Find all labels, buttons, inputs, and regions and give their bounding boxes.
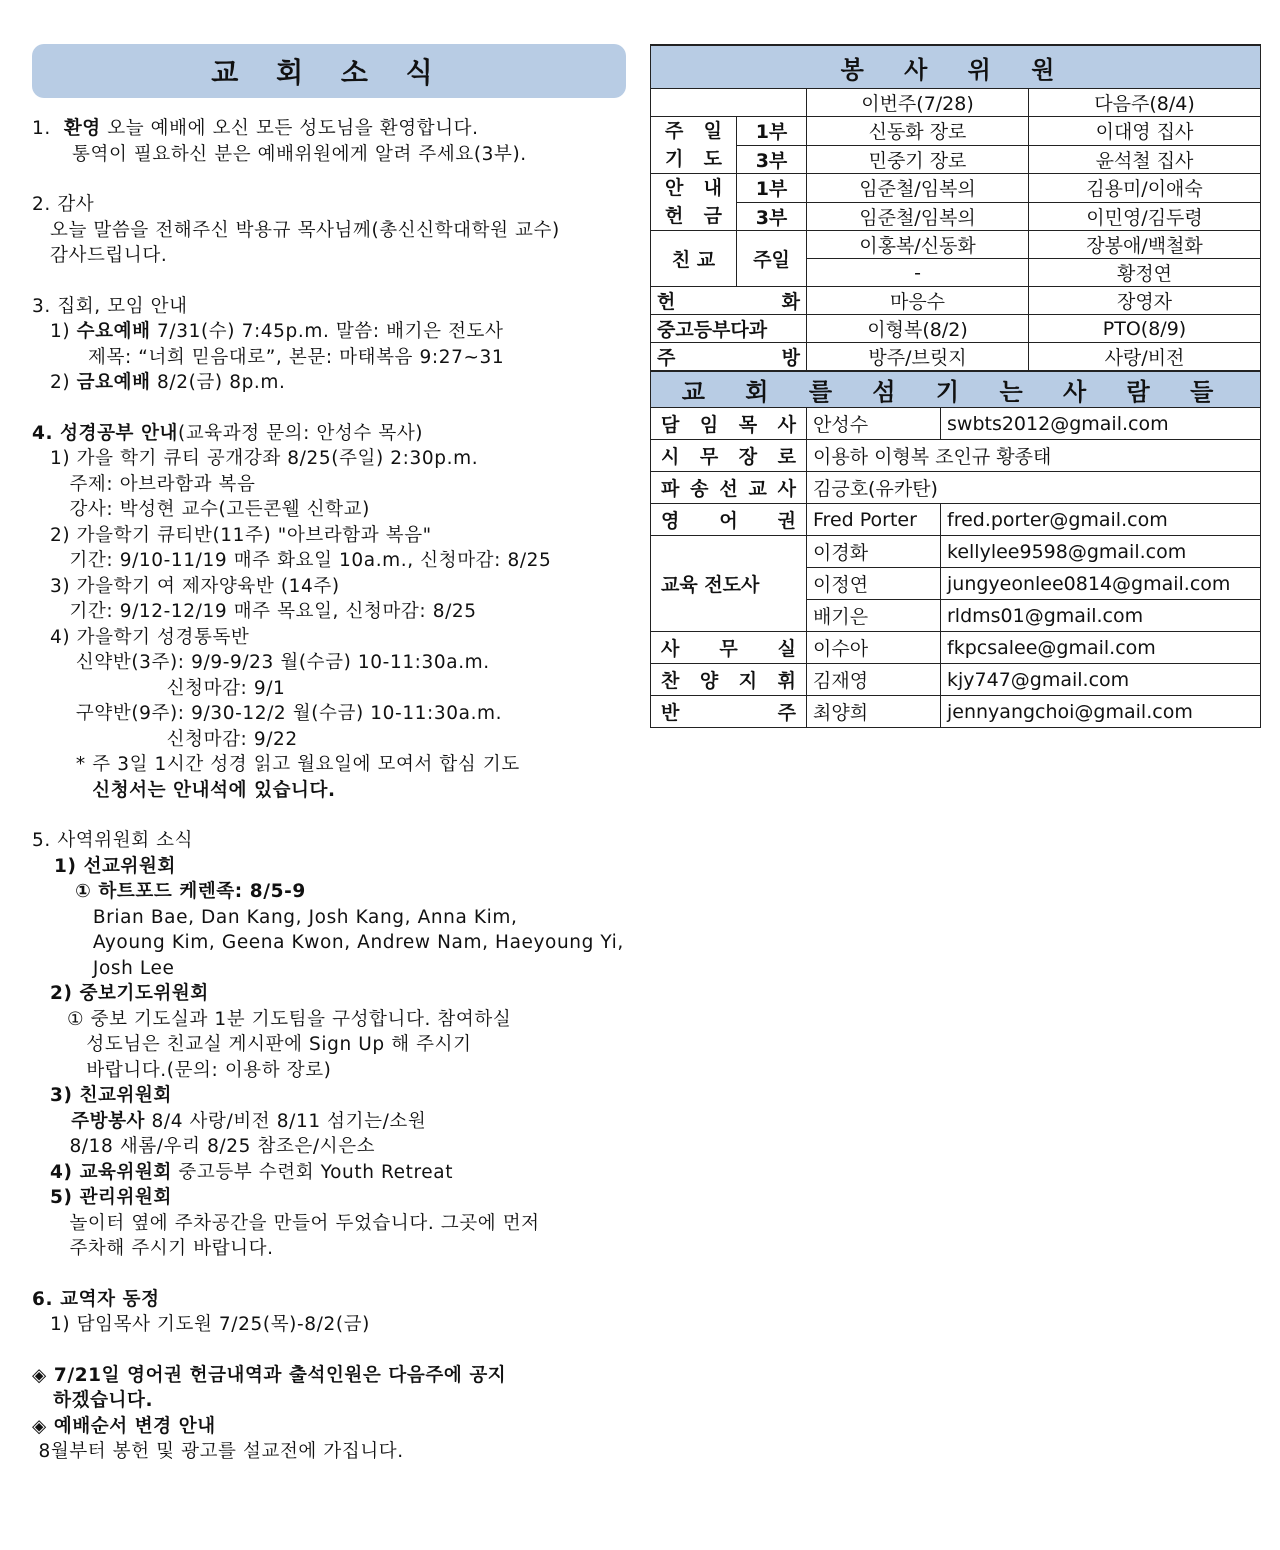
bible-study-line: 2) 가을학기 큐티반(11주) "아브라함과 복음" xyxy=(50,524,432,546)
welcome-line: 1. 환영 오늘 예배에 오신 모든 성도님을 환영합니다. xyxy=(32,118,479,139)
elders-label: 시 무 장 로 xyxy=(651,440,807,472)
application-note: 신청서는 안내석에 있습니다. xyxy=(50,779,336,801)
fellowship-this: 이홍복/신동화 xyxy=(807,231,1029,259)
intercession-line: 성도님은 친교실 게시판에 Sign Up 해 주시기 xyxy=(54,1034,472,1055)
facilities-committee: 5) 관리위원회 xyxy=(50,1187,172,1208)
usher-3-next: 이민영/김두령 xyxy=(1029,202,1261,231)
flower-next: 장영자 xyxy=(1029,287,1261,315)
intercession-committee: 2) 중보기도위원회 xyxy=(50,983,209,1004)
staff-table xyxy=(650,371,1261,728)
mission-names-line: Josh Lee xyxy=(54,957,175,979)
facilities-line: 주차해 주시기 바랍니다. xyxy=(50,1238,274,1259)
wednesday-sermon: 제목: “너희 믿음대로”, 본문: 마태복음 9:27~31 xyxy=(88,346,505,368)
prayer-3-this: 민중기 장로 xyxy=(807,145,1029,174)
offering-notice: ◈ 7/21일 영어권 헌금내역과 출석인원은 다음주에 공지 xyxy=(32,1364,507,1386)
bible-study-title: 4. 성경공부 안내(교육과정 문의: 안성수 목사) xyxy=(32,422,424,444)
mission-committee: 1) 선교위원회 xyxy=(54,855,176,877)
bible-study-line: 강사: 박성현 교수(고든콘웰 신학교) xyxy=(50,499,370,520)
education-pastor-label: 교육 전도사 xyxy=(651,536,807,632)
staff-title: 교 회 를 섬 기 는 사 람 들 xyxy=(651,372,1261,408)
usher-3-this: 임준철/임복의 xyxy=(807,202,1029,231)
meetings-title: 3. 집회, 모임 안내 xyxy=(32,295,188,317)
education-pastor-email: kellylee9598@gmail.com xyxy=(941,536,1261,568)
accompanist-email: jennyangchoi@gmail.com xyxy=(941,696,1261,728)
facilities-text xyxy=(32,1211,632,1262)
choir-director-label: 찬 양 지 휘 xyxy=(651,664,807,696)
missionary-name: 김긍호(유카탄) xyxy=(807,472,1261,504)
youth-snack-this: 이형복(8/2) xyxy=(807,315,1029,343)
kitchen-service-2: 8/18 새롬/우리 8/25 참조은/시은소 xyxy=(50,1136,376,1157)
bible-study-line: 구약반(9주): 9/30-12/2 월(수금) 10-11:30a.m. xyxy=(50,703,503,724)
kitchen-label: 주 방 xyxy=(651,343,807,371)
flower-label: 헌 화 xyxy=(651,287,807,315)
church-news-column xyxy=(32,44,632,1465)
kitchen-service: 주방봉사 8/4 사랑/비전 8/11 섬기는/소원 xyxy=(50,1110,427,1132)
offering-notice-2: 하겠습니다. xyxy=(32,1390,154,1411)
thanks-line-2: 감사드립니다. xyxy=(50,245,168,266)
sunday-label: 주일 xyxy=(737,231,807,287)
intercession-line: ① 중보 기도실과 1분 기도팀을 구성합니다. 참여하실 xyxy=(54,1008,512,1030)
fellowship-label: 친 교 xyxy=(651,231,737,287)
welcome-line-2: 통역이 필요하신 분은 예배위원에게 알려 주세요(3부). xyxy=(72,143,527,165)
bible-study-line: 주제: 아브라함과 복음 xyxy=(50,473,256,495)
bible-study-line: * 주 3일 1시간 성경 읽고 월요일에 모여서 합심 기도 xyxy=(50,754,520,775)
first-service-label: 1부 xyxy=(737,117,807,146)
senior-pastor-label: 담 임 목 사 xyxy=(651,408,807,440)
mission-names-line: Brian Bae, Dan Kang, Josh Kang, Anna Kim, xyxy=(54,906,518,928)
bible-study-line: 신청마감: 9/22 xyxy=(50,728,298,750)
kitchen-next: 사랑/비전 xyxy=(1029,343,1261,371)
office-label: 사 무 실 xyxy=(651,632,807,664)
pastor-news-title: 6. 교역자 동정 xyxy=(32,1288,160,1310)
english-ministry-name: Fred Porter xyxy=(807,504,941,536)
wednesday-service: 1) 수요예배 7/31(수) 7:45p.m. 말씀: 배기은 전도사 xyxy=(50,321,504,342)
education-pastor-email: rldms01@gmail.com xyxy=(941,600,1261,632)
bible-study-line: 4) 가을학기 성경통독반 xyxy=(50,626,250,648)
kitchen-this: 방주/브릿지 xyxy=(807,343,1029,371)
ministry-title: 5. 사역위원회 소식 xyxy=(32,830,194,851)
fellowship-next-2: 황정연 xyxy=(1029,259,1261,287)
order-change-line: 8월부터 봉헌 및 광고를 설교전에 가집니다. xyxy=(32,1441,404,1462)
order-change-title: ◈ 예배순서 변경 안내 xyxy=(32,1415,216,1437)
mission-names-line: Ayoung Kim, Geena Kwon, Andrew Nam, Haeyoung Yi, xyxy=(54,932,624,953)
usher-1-next: 김용미/이애숙 xyxy=(1029,174,1261,203)
church-news-title: 교 회 소 식 xyxy=(32,44,626,98)
fellowship-this-2: - xyxy=(807,259,1029,287)
next-week-header: 다음주(8/4) xyxy=(1029,89,1261,117)
education-pastor-email: jungyeonlee0814@gmail.com xyxy=(941,568,1261,600)
third-service-label: 3부 xyxy=(737,145,807,174)
elders-names: 이용하 이형복 조인규 황종태 xyxy=(807,440,1261,472)
education-committee: 4) 교육위원회 중고등부 수련회 Youth Retreat xyxy=(50,1161,454,1183)
prayer-1-next: 이대영 집사 xyxy=(1029,117,1261,146)
thanks-title: 2. 감사 xyxy=(32,194,95,215)
usher-offering-label: 안 내 헌 금 xyxy=(651,174,737,231)
hartford-karen: ① 하트포드 케렌족: 8/5-9 xyxy=(54,881,306,902)
bible-study-line: 기간: 9/10-11/19 매주 화요일 10a.m., 신청마감: 8/25 xyxy=(50,550,552,571)
bible-study-line: 신청마감: 9/1 xyxy=(50,677,286,699)
prayer-3-next: 윤석철 집사 xyxy=(1029,145,1261,174)
first-service-label: 1부 xyxy=(737,174,807,203)
english-ministry-label: 영 어 권 xyxy=(651,504,807,536)
flower-this: 마응수 xyxy=(807,287,1029,315)
service-committee-title: 봉 사 위 원 xyxy=(651,45,1261,89)
third-service-label: 3부 xyxy=(737,202,807,231)
education-pastor-name: 이경화 xyxy=(807,536,941,568)
bible-study-line: 기간: 9/12-12/19 매주 목요일, 신청마감: 8/25 xyxy=(50,601,477,622)
prayer-1-this: 신동화 장로 xyxy=(807,117,1029,146)
choir-director-name: 김재영 xyxy=(807,664,941,696)
friday-service: 2) 금요예배 8/2(금) 8p.m. xyxy=(50,372,286,393)
fellowship-committee: 3) 친교위원회 xyxy=(50,1085,172,1106)
intercession-text xyxy=(32,1007,632,1084)
facilities-line: 놀이터 옆에 주차공간을 만들어 두었습니다. 그곳에 먼저 xyxy=(50,1212,540,1234)
office-email: fkpcsalee@gmail.com xyxy=(941,632,1261,664)
choir-director-email: kjy747@gmail.com xyxy=(941,664,1261,696)
senior-pastor-email: swbts2012@gmail.com xyxy=(941,408,1261,440)
youth-snack-label: 중고등부다과 xyxy=(651,315,807,343)
right-column xyxy=(650,44,1260,728)
missionary-label: 파 송 선 교 사 xyxy=(651,472,807,504)
sunday-prayer-label: 주 일 기 도 xyxy=(651,117,737,174)
service-committee-table xyxy=(650,44,1261,371)
fellowship-next: 장봉애/백철화 xyxy=(1029,231,1261,259)
education-pastor-name: 배기은 xyxy=(807,600,941,632)
usher-1-this: 임준철/임복의 xyxy=(807,174,1029,203)
blank-cell xyxy=(651,89,807,117)
bible-study-line: 1) 가을 학기 큐티 공개강좌 8/25(주일) 2:30p.m. xyxy=(50,448,479,469)
accompanist-name: 최양희 xyxy=(807,696,941,728)
thanks-line: 오늘 말씀을 전해주신 박용규 목사님께(총신신학대학원 교수) xyxy=(50,219,560,241)
accompanist-label: 반 주 xyxy=(651,696,807,728)
bible-study-line: 신약반(3주): 9/9-9/23 월(수금) 10-11:30a.m. xyxy=(50,652,490,673)
church-news-body xyxy=(32,116,632,1465)
bible-study-line: 3) 가을학기 여 제자양육반 (14주) xyxy=(50,575,340,597)
english-ministry-email: fred.porter@gmail.com xyxy=(941,504,1261,536)
mission-team-names xyxy=(32,905,632,982)
intercession-line: 바랍니다.(문의: 이용하 장로) xyxy=(54,1059,332,1081)
this-week-header: 이번주(7/28) xyxy=(807,89,1029,117)
senior-pastor-name: 안성수 xyxy=(807,408,941,440)
bible-study-list xyxy=(32,446,632,778)
pastor-news-line: 1) 담임목사 기도원 7/25(목)-8/2(금) xyxy=(50,1314,370,1335)
office-name: 이수아 xyxy=(807,632,941,664)
youth-snack-next: PTO(8/9) xyxy=(1029,315,1261,343)
education-pastor-name: 이정연 xyxy=(807,568,941,600)
